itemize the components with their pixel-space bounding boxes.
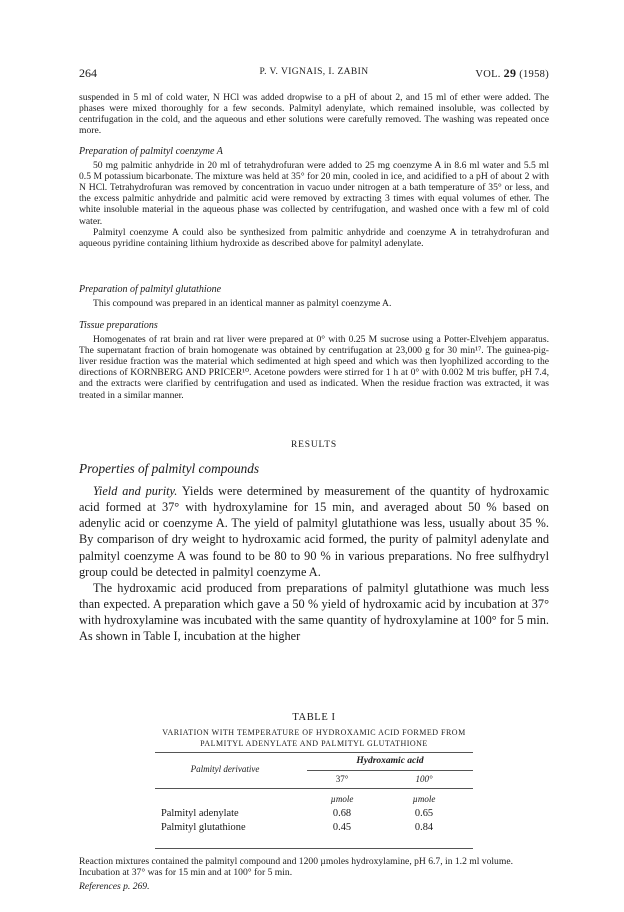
references-note: References p. 269. — [79, 881, 150, 892]
volume-number: 29 — [503, 66, 517, 80]
table-1 — [155, 752, 473, 852]
col-header-37: 37° — [335, 774, 349, 784]
row-header: Palmityl derivative — [190, 764, 260, 774]
table-caption-line: VARIATION WITH TEMPERATURE OF HYDROXAMIC ACID FORMED FROM — [162, 728, 466, 737]
table-bottom-rule — [155, 848, 473, 849]
section-paragraph: This compound was prepared in an identical manner as palmityl coenzyme A. — [93, 298, 392, 310]
table-label: TABLE I — [292, 712, 336, 723]
intro-block — [79, 92, 549, 136]
table-top-rule — [155, 752, 473, 753]
table-footnote — [79, 856, 549, 878]
section-paragraph: 50 mg palmitic anhydride in 20 ml of tetrahydrofuran were added to 25 mg coenzyme A in 8.6 ml water and 5.5 ml 0.5 M potassium bicarbonate. The mixture was held at 35° for 20 min, cooled in ice, and acidified to a pH of about 2 with N HCl. Tetrahydrofuran was removed by concentration in vacuo under nitrogen at a bath temperature of 35° or less, and the excess palmitic anhydride and palmitic acid were removed by extracting 3 times with equal volumes of ether. The white insoluble material in the aqueous phase was collected by centrifugation, and washed once with a few ml of cold water. — [79, 160, 549, 227]
row-value-100: 0.84 — [414, 822, 434, 833]
page-number: 264 — [79, 66, 97, 80]
row-value-37: 0.68 — [332, 808, 352, 819]
results-heading: RESULTS — [291, 440, 337, 450]
running-header — [79, 66, 549, 82]
section-tissue — [79, 320, 549, 401]
results-paragraph — [79, 483, 549, 580]
unit-37: µmole — [330, 794, 354, 804]
col-header-100: 100° — [415, 774, 433, 784]
footnote-text: Reaction mixtures contained the palmityl compound and 1200 µmoles hydroxylamine, pH 6.7, in 1.2 ml volume. Incubation at 37° was for 15 min and at 100° for 5 min. — [79, 856, 513, 879]
table-caption-line: PALMITYL ADENYLATE AND PALMITYL GLUTATHIONE — [200, 738, 428, 748]
row-name: Palmityl glutathione — [161, 822, 246, 833]
section-palmityl-glutathione — [79, 284, 549, 309]
unit-100: µmole — [412, 794, 436, 804]
row-name: Palmityl adenylate — [161, 808, 239, 819]
results-paragraph: The hydroxamic acid produced from preparations of palmityl glutathione was much less than expected. A preparation which gave a 50 % yield of hydroxamic acid by incubation at 37° with hydroxylamine was incubated with the same quantity of hydroxylamine at 100° for 5 min. As shown in Table I, incubation at the higher — [79, 580, 549, 644]
section-paragraph: Palmityl coenzyme A could also be synthesized from palmitic anhydride and coenzyme A in tetrahydrofuran and aqueous pyridine containing lithium hydroxide as described above for palmityl adenylate. — [79, 226, 549, 249]
intro-paragraph: suspended in 5 ml of cold water, N HCl was added dropwise to a pH of about 2, and 15 ml of ether were added. The phases were mixed thoroughly for a few seconds. Palmityl adenylate, which remained insoluble, was collected by centrifugation in the cold, and the aqueous and ether solutions were carefully removed. The washing was repeated once more. — [79, 92, 549, 137]
row-value-100: 0.65 — [414, 808, 434, 819]
table-header-rule — [155, 788, 473, 789]
group-rule — [307, 770, 473, 771]
results-subheading: Properties of palmityl compounds — [79, 461, 260, 476]
section-heading: Tissue preparations — [79, 320, 158, 331]
results-body — [79, 483, 549, 645]
section-heading: Preparation of palmityl glutathione — [79, 284, 222, 295]
row-value-37: 0.45 — [332, 822, 352, 833]
volume-info — [475, 66, 549, 81]
section-paragraph: Homogenates of rat brain and rat liver were prepared at 0° with 0.25 M sucrose using a Potter-Elvehjem apparatus. The supernatant fraction of brain homogenate was obtained by centrifugation at 23,000 g for 30 min¹⁷. The guinea-pig-liver residue fraction was the material which sedimented at high speed and which was then lyophilized according to the directions of KORNBERG AND PRICER¹⁰. Acetone powders were stirred for 1 h at 0° with 0.002 M tris buffer, pH 7.4, and the extracts were clarified by centrifugation and used as indicated. When the residue fraction was extracted, it was treated in a similar manner. — [79, 334, 549, 401]
running-authors: P. V. VIGNAIS, I. ZABIN — [259, 67, 369, 77]
group-header: Hydroxamic acid — [356, 756, 424, 766]
results-lead-in: Yield and purity. — [93, 484, 178, 498]
section-heading: Preparation of palmityl coenzyme A — [79, 146, 223, 157]
results-text: Yields were determined by measurement of the quantity of hydroxamic acid formed at 37° with hydroxylamine for 15 min, and averaged about 50 % based on adenylic acid or coenzyme A. The yield of palmityl glutathione was less, usually about 35 %. By comparison of dry weight to hydroxamic acid formed, the purity of palmityl adenylate and palmityl coenzyme A was found to be 80 to 90 % in various preparations. No free sulfhydryl group could be detected in palmityl coenzyme A. — [79, 484, 549, 579]
volume-prefix: VOL. — [475, 69, 501, 80]
table-caption — [79, 728, 549, 749]
volume-year: (1958) — [519, 69, 549, 80]
section-palmityl-coa — [79, 146, 549, 249]
